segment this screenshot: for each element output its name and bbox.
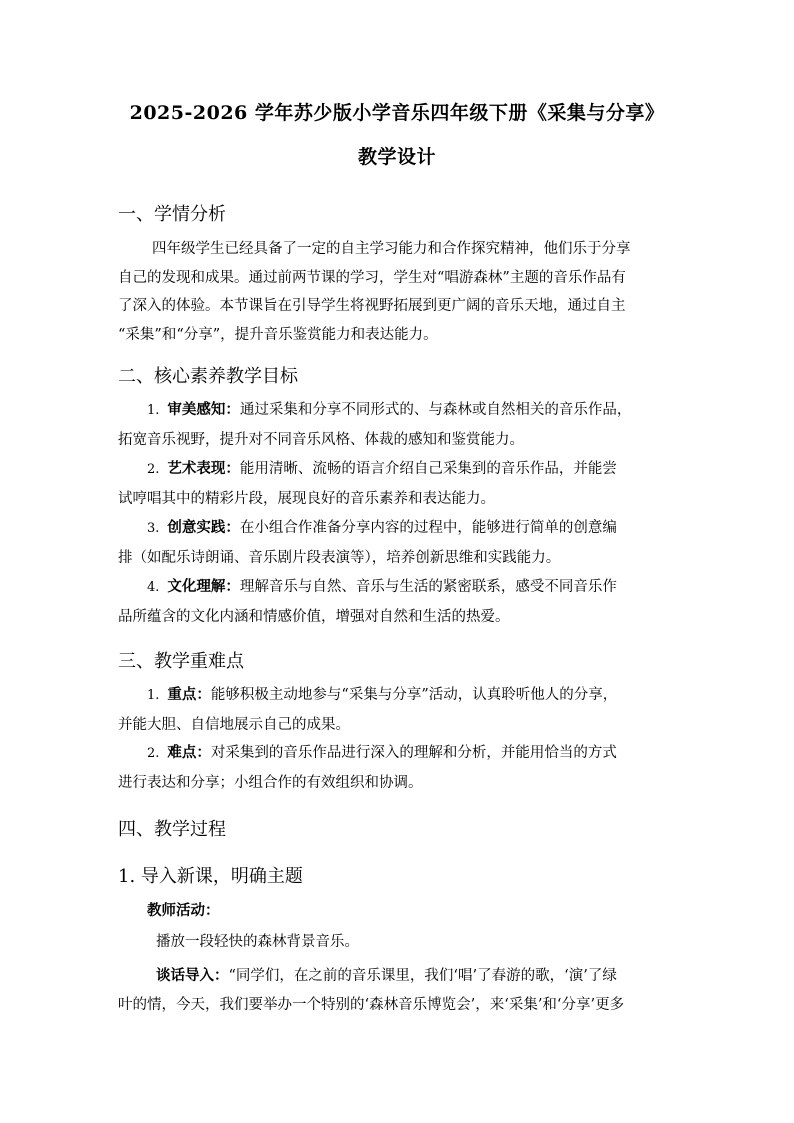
item-label: 重点： bbox=[167, 686, 211, 703]
item-number: 2. bbox=[147, 462, 160, 477]
dialog-text-continued: 叶的情，今天，我们要举办一个特别的‘森林音乐博览会’，来‘采集’和‘分享’更多 bbox=[118, 996, 625, 1013]
teacher-activity-label: 教师活动： bbox=[147, 902, 220, 919]
objective-item bbox=[118, 573, 678, 631]
item-text-continued: 排（如配乐诗朗诵、音乐剧片段表演等），培养创新思维和实践能力。 bbox=[118, 549, 561, 566]
item-number: 1. bbox=[147, 403, 160, 418]
section-heading-learning-analysis: 一、学情分析 bbox=[118, 204, 226, 225]
item-text-continued: 进行表达和分享；小组合作的有效组织和协调。 bbox=[118, 774, 423, 791]
item-number: 4. bbox=[147, 580, 160, 595]
item-label: 难点： bbox=[167, 744, 211, 761]
section-heading-process: 四、教学过程 bbox=[118, 819, 226, 840]
item-label: 文化理解： bbox=[167, 578, 240, 595]
item-text: 能用清晰、流畅的语言介绍自己采集到的音乐作品，并能尝 bbox=[239, 461, 617, 477]
item-number: 2. bbox=[147, 746, 160, 761]
item-number: 1. bbox=[147, 688, 160, 703]
item-text: 通过采集和分享不同形式的、与森林或自然相关的音乐作品， bbox=[239, 402, 632, 418]
item-number: 3. bbox=[147, 521, 160, 536]
section-heading-key-points: 三、教学重难点 bbox=[118, 651, 244, 672]
item-text: 理解音乐与自然、音乐与生活的紧密联系，感受不同音乐作 bbox=[239, 579, 617, 595]
paragraph-line: 了深入的体验。本节课旨在引导学生将视野拓展到更广阔的音乐天地，通过自主 bbox=[118, 298, 626, 314]
item-label: 艺术表现： bbox=[167, 460, 240, 477]
paragraph-line: 自己的发现和成果。通过前两节课的学习，学生对“唱游森林”主题的音乐作品有 bbox=[118, 269, 626, 286]
subsection-heading-intro: 1. 导入新课，明确主题 bbox=[118, 866, 303, 887]
item-label: 审美感知： bbox=[167, 401, 240, 418]
activity-row bbox=[118, 928, 678, 957]
item-text: 在小组合作准备分享内容的过程中，能够进行简单的创意编 bbox=[239, 520, 617, 536]
key-point-item bbox=[118, 681, 678, 739]
dialog-item bbox=[118, 962, 678, 1019]
document-title-line-1: 2025-2026 学年苏少版小学音乐四年级下册《采集与分享》 bbox=[129, 102, 665, 124]
item-text-continued: 拓宽音乐视野，提升对不同音乐风格、体裁的感知和鉴赏能力。 bbox=[118, 431, 524, 448]
learning-analysis-paragraph bbox=[118, 235, 678, 349]
activity-text: 播放一段轻快的森林背景音乐。 bbox=[156, 934, 359, 950]
objective-item bbox=[118, 514, 678, 572]
document-title-line-2: 教学设计 bbox=[357, 146, 436, 168]
teacher-activity-label-row bbox=[118, 897, 678, 926]
item-text-continued: 试哼唱其中的精彩片段，展现良好的音乐素养和表达能力。 bbox=[118, 490, 495, 507]
key-point-item bbox=[118, 739, 678, 797]
item-label: 创意实践： bbox=[167, 519, 240, 536]
item-text: 对采集到的音乐作品进行深入的理解和分析，并能用恰当的方式 bbox=[210, 745, 617, 761]
paragraph-line: 四年级学生已经具备了一定的自主学习能力和合作探究精神，他们乐于分享 bbox=[152, 241, 631, 257]
item-text: 能够积极主动地参与“采集与分享”活动，认真聆听他人的分享， bbox=[210, 687, 618, 703]
dialog-text: “同学们，在之前的音乐课里，我们‘唱’了春游的歌，‘演’了绿 bbox=[228, 968, 617, 984]
item-text-continued: 品所蕴含的文化内涵和情感价值，增强对自然和生活的热爱。 bbox=[118, 608, 510, 625]
item-text-continued: 并能大胆、自信地展示自己的成果。 bbox=[118, 716, 350, 733]
objective-item bbox=[118, 396, 678, 454]
objective-item bbox=[118, 455, 678, 513]
dialog-label: 谈话导入： bbox=[156, 967, 229, 984]
paragraph-line: “采集”和“分享”，提升音乐鉴赏能力和表达能力。 bbox=[118, 326, 438, 343]
section-heading-objectives: 二、核心素养教学目标 bbox=[118, 366, 298, 387]
